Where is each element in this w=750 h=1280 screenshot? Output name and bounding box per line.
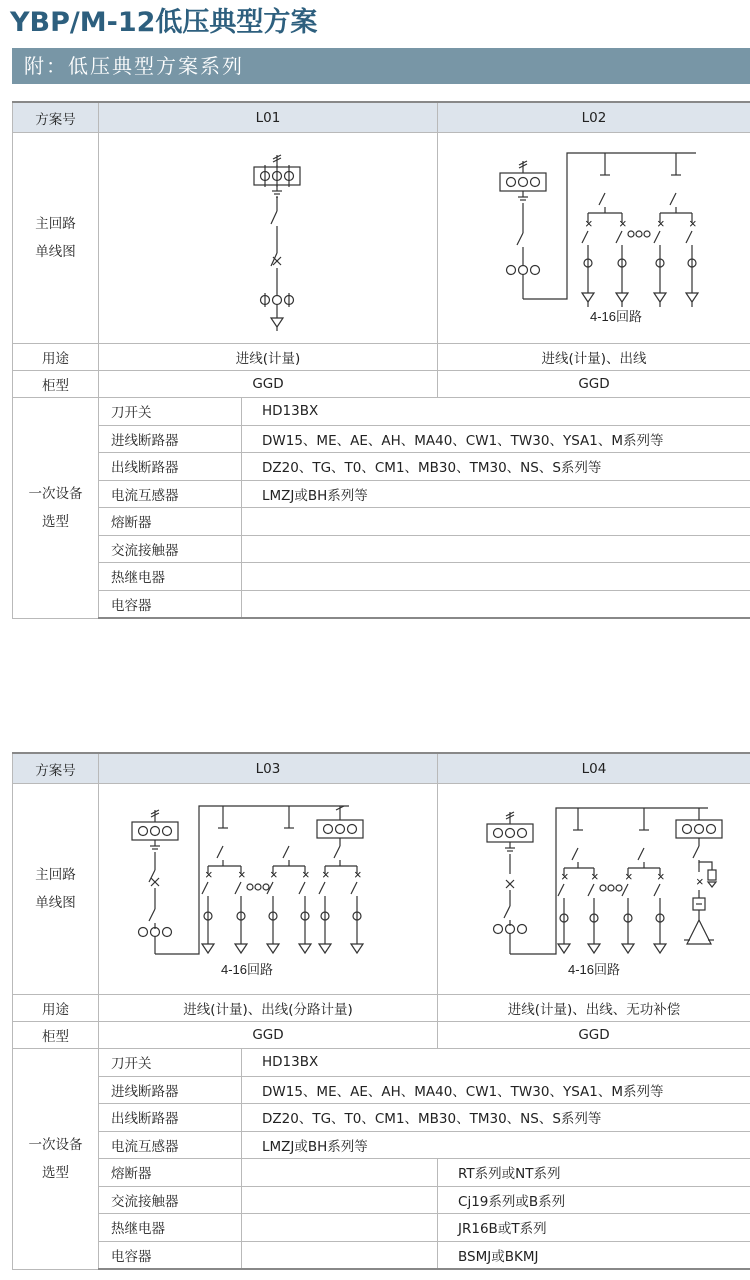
svg-text:×: ×	[689, 216, 697, 231]
equipment-name: 出线断路器	[99, 453, 242, 481]
diagram-label	[13, 784, 99, 995]
equipment-value: BSMJ或BKMJ	[438, 1241, 750, 1269]
svg-text:×: ×	[585, 216, 593, 231]
equipment-row	[13, 1049, 750, 1077]
cabinet-l01: GGD	[99, 371, 438, 398]
purpose-l03: 进线(计量)、出线(分路计量)	[99, 995, 438, 1022]
diagram-row	[13, 133, 750, 344]
equipment-row	[13, 1076, 750, 1104]
equipment-name: 熔断器	[99, 508, 242, 536]
circuit-diagram-l02	[438, 133, 750, 343]
equipment-name: 刀开关	[99, 398, 242, 426]
equipment-name: 熔断器	[99, 1159, 242, 1187]
cabinet-label: 柜型	[13, 371, 99, 398]
equipment-name: 电流互感器	[99, 1131, 242, 1159]
equipment-value: Cj19系列或B系列	[438, 1186, 750, 1214]
scheme-table-2	[12, 752, 750, 1270]
purpose-l01: 进线(计量)	[99, 344, 438, 371]
svg-text:×: ×	[322, 867, 330, 882]
section-subtitle-bar: 附：低压典型方案系列	[12, 48, 750, 84]
equipment-row	[13, 563, 750, 591]
equipment-label-line2: 选型	[42, 1164, 69, 1181]
diagram-label-line2: 单线图	[35, 895, 76, 911]
purpose-row	[13, 344, 750, 371]
page-title: YBP/M-12低压典型方案	[10, 7, 318, 38]
cabinet-l04: GGD	[438, 1022, 750, 1049]
purpose-row	[13, 995, 750, 1022]
equipment-value: DW15、ME、AE、AH、MA40、CW1、TW30、YSA1、M系列等	[242, 425, 750, 453]
branch-count-note: 4-16回路	[221, 962, 274, 977]
equipment-value	[242, 563, 750, 591]
diagram-label	[13, 133, 99, 344]
cabinet-row	[13, 1022, 750, 1049]
purpose-label: 用途	[13, 995, 99, 1022]
equipment-name: 热继电器	[99, 563, 242, 591]
equipment-name: 电容器	[99, 590, 242, 618]
svg-text:×: ×	[625, 869, 633, 884]
equipment-value-empty	[242, 1214, 438, 1242]
cabinet-l03: GGD	[99, 1022, 438, 1049]
circuit-diagram-l03	[99, 784, 438, 994]
svg-text:×: ×	[238, 867, 246, 882]
equipment-value: HD13BX	[242, 1049, 750, 1077]
equipment-row	[13, 425, 750, 453]
purpose-l04: 进线(计量)、出线、无功补偿	[438, 995, 750, 1022]
equipment-name: 进线断路器	[99, 425, 242, 453]
equipment-value: JR16B或T系列	[438, 1214, 750, 1242]
diagram-l01	[99, 133, 438, 344]
diagram-label-line2: 单线图	[35, 244, 76, 260]
equipment-name: 交流接触器	[99, 1186, 242, 1214]
equipment-row	[13, 1214, 750, 1242]
table-header-row	[13, 102, 750, 133]
equipment-value: DZ20、TG、T0、CM1、MB30、TM30、NS、S系列等	[242, 453, 750, 481]
cabinet-row	[13, 371, 750, 398]
equipment-label-line2: 选型	[42, 513, 69, 530]
equipment-name: 电容器	[99, 1241, 242, 1269]
equipment-row	[13, 1131, 750, 1159]
svg-text:×: ×	[561, 869, 569, 884]
table-header-row	[13, 753, 750, 784]
scheme-l03: L03	[99, 753, 438, 784]
cabinet-l02: GGD	[438, 371, 750, 398]
equipment-row	[13, 508, 750, 536]
scheme-no-label: 方案号	[13, 102, 99, 133]
equipment-value: LMZJ或BH系列等	[242, 480, 750, 508]
circuit-diagram-l04	[438, 784, 750, 994]
equipment-value: DZ20、TG、T0、CM1、MB30、TM30、NS、S系列等	[242, 1104, 750, 1132]
equipment-row	[13, 1241, 750, 1269]
equipment-row	[13, 453, 750, 481]
equipment-name: 电流互感器	[99, 480, 242, 508]
equipment-name: 交流接触器	[99, 535, 242, 563]
equipment-value	[242, 590, 750, 618]
equipment-value	[242, 535, 750, 563]
equipment-row	[13, 398, 750, 426]
equipment-value-empty	[242, 1159, 438, 1187]
svg-text:×: ×	[302, 867, 310, 882]
branch-count-note: 4-16回路	[568, 962, 621, 977]
scheme-l01: L01	[99, 102, 438, 133]
equipment-value: HD13BX	[242, 398, 750, 426]
equipment-row	[13, 1104, 750, 1132]
diagram-l03	[99, 784, 438, 995]
diagram-l04	[438, 784, 750, 995]
svg-text:×: ×	[657, 869, 665, 884]
diagram-label-line1: 主回路	[35, 867, 76, 883]
equipment-label	[13, 398, 99, 619]
svg-text:×: ×	[619, 216, 627, 231]
scheme-l04: L04	[438, 753, 750, 784]
scheme-no-label: 方案号	[13, 753, 99, 784]
circuit-diagram-l01	[99, 133, 438, 343]
svg-text:×: ×	[696, 874, 704, 889]
svg-text:×: ×	[270, 867, 278, 882]
equipment-value	[242, 508, 750, 536]
purpose-label: 用途	[13, 344, 99, 371]
equipment-name: 刀开关	[99, 1049, 242, 1077]
equipment-row	[13, 535, 750, 563]
equipment-name: 热继电器	[99, 1214, 242, 1242]
svg-text:×: ×	[354, 867, 362, 882]
svg-text:×: ×	[657, 216, 665, 231]
equipment-row	[13, 1159, 750, 1187]
equipment-value-empty	[242, 1241, 438, 1269]
equipment-value: DW15、ME、AE、AH、MA40、CW1、TW30、YSA1、M系列等	[242, 1076, 750, 1104]
cabinet-label: 柜型	[13, 1022, 99, 1049]
diagram-row	[13, 784, 750, 995]
equipment-name: 进线断路器	[99, 1076, 242, 1104]
equipment-row	[13, 480, 750, 508]
equipment-label-line1: 一次设备	[28, 485, 83, 502]
svg-text:×: ×	[591, 869, 599, 884]
scheme-table-1	[12, 101, 750, 619]
equipment-value: LMZJ或BH系列等	[242, 1131, 750, 1159]
scheme-l02: L02	[438, 102, 750, 133]
equipment-value-empty	[242, 1186, 438, 1214]
purpose-l02: 进线(计量)、出线	[438, 344, 750, 371]
equipment-name: 出线断路器	[99, 1104, 242, 1132]
diagram-label-line1: 主回路	[35, 216, 76, 232]
equipment-label	[13, 1049, 99, 1270]
svg-text:×: ×	[205, 867, 213, 882]
equipment-label-line1: 一次设备	[28, 1136, 83, 1153]
branch-count-note: 4-16回路	[590, 309, 643, 324]
diagram-l02	[438, 133, 750, 344]
equipment-value: RT系列或NT系列	[438, 1159, 750, 1187]
equipment-row	[13, 1186, 750, 1214]
equipment-row	[13, 590, 750, 618]
